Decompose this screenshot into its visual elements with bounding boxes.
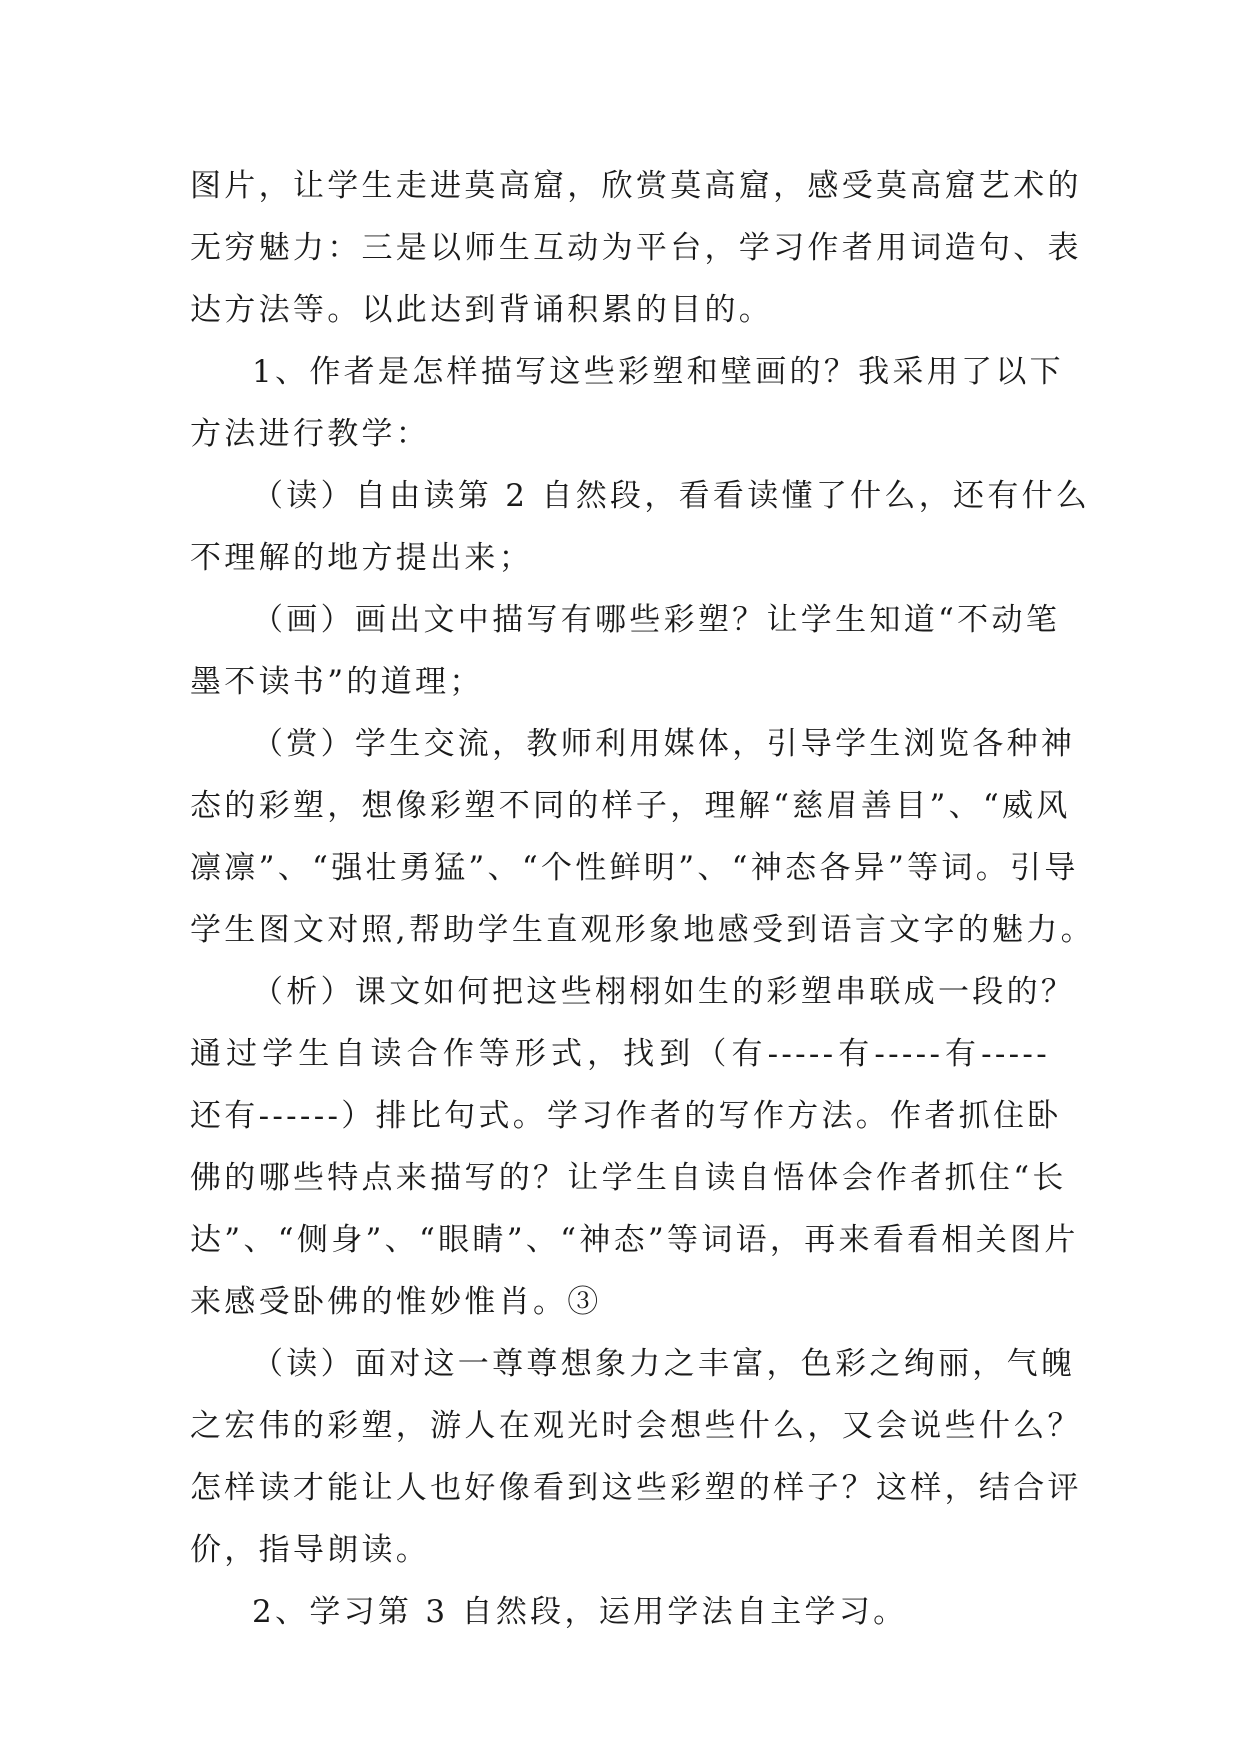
text-line: （析）课文如何把这些栩栩如生的彩塑串联成一段的？: [252, 974, 1076, 1010]
text-line: 1、作者是怎样描写这些彩塑和壁画的？我采用了以下: [252, 354, 1064, 390]
paragraph-intro-continued: [190, 155, 1082, 341]
text-line: 墨不读书”的道理；: [190, 664, 484, 700]
text-line: 态的彩塑，想像彩塑不同的样子，理解“慈眉善目”、“威风: [190, 788, 1071, 824]
text-line: 不理解的地方提出来；: [190, 540, 533, 576]
text-line: （读）面对这一尊尊想象力之丰富，色彩之绚丽，气魄: [252, 1346, 1076, 1382]
text-line: （读）自由读第 2 自然段，看看读懂了什么，还有什么: [252, 478, 1091, 514]
text-line: 图片，让学生走进莫高窟，欣赏莫高窟，感受莫高窟艺术的: [190, 168, 1082, 204]
text-line: 学生图文对照,帮助学生直观形象地感受到语言文字的魅力。: [190, 912, 1095, 948]
paragraph-step-2: [190, 1581, 1050, 1643]
paragraph-analyze: [190, 961, 1079, 1333]
text-line: 无穷魅力：三是以师生互动为平台，学习作者用词造句、表: [190, 230, 1082, 266]
paragraph-draw: [190, 589, 1061, 713]
paragraph-read-aloud: [190, 1333, 1082, 1581]
paragraph-step-1: [190, 341, 1064, 465]
paragraph-read: [190, 465, 1091, 589]
text-line: 通过学生自读合作等形式，找到（有-----有-----有-----: [190, 1036, 1050, 1072]
text-line: 怎样读才能让人也好像看到这些彩塑的样子？这样，结合评: [190, 1470, 1082, 1506]
text-line: 之宏伟的彩塑，游人在观光时会想些什么，又会说些什么？: [190, 1408, 1082, 1444]
text-line: 2、学习第 3 自然段，运用学法自主学习。: [252, 1594, 908, 1630]
text-line: 佛的哪些特点来描写的？让学生自读自悟体会作者抓住“长: [190, 1160, 1067, 1196]
text-line: 来感受卧佛的惟妙惟肖。③: [190, 1284, 602, 1320]
text-line: 凛凛”、“强壮勇猛”、“个性鲜明”、“神态各异”等词。引导: [190, 850, 1079, 886]
text-line: （画）画出文中描写有哪些彩塑？让学生知道“不动笔: [252, 602, 1061, 638]
text-line: 方法进行教学：: [190, 416, 431, 452]
text-line: 还有------）排比句式。学习作者的写作方法。作者抓住卧: [190, 1098, 1062, 1134]
text-line: 达方法等。以此达到背诵积累的目的。: [190, 292, 774, 328]
paragraph-appreciate: [190, 713, 1095, 961]
text-line: 达”、“侧身”、“眼睛”、“神态”等词语，再来看看相关图片: [190, 1222, 1079, 1258]
document-body: [190, 155, 1095, 1643]
text-line: 价，指导朗读。: [190, 1532, 431, 1568]
text-line: （赏）学生交流，教师利用媒体，引导学生浏览各种神: [252, 726, 1076, 762]
